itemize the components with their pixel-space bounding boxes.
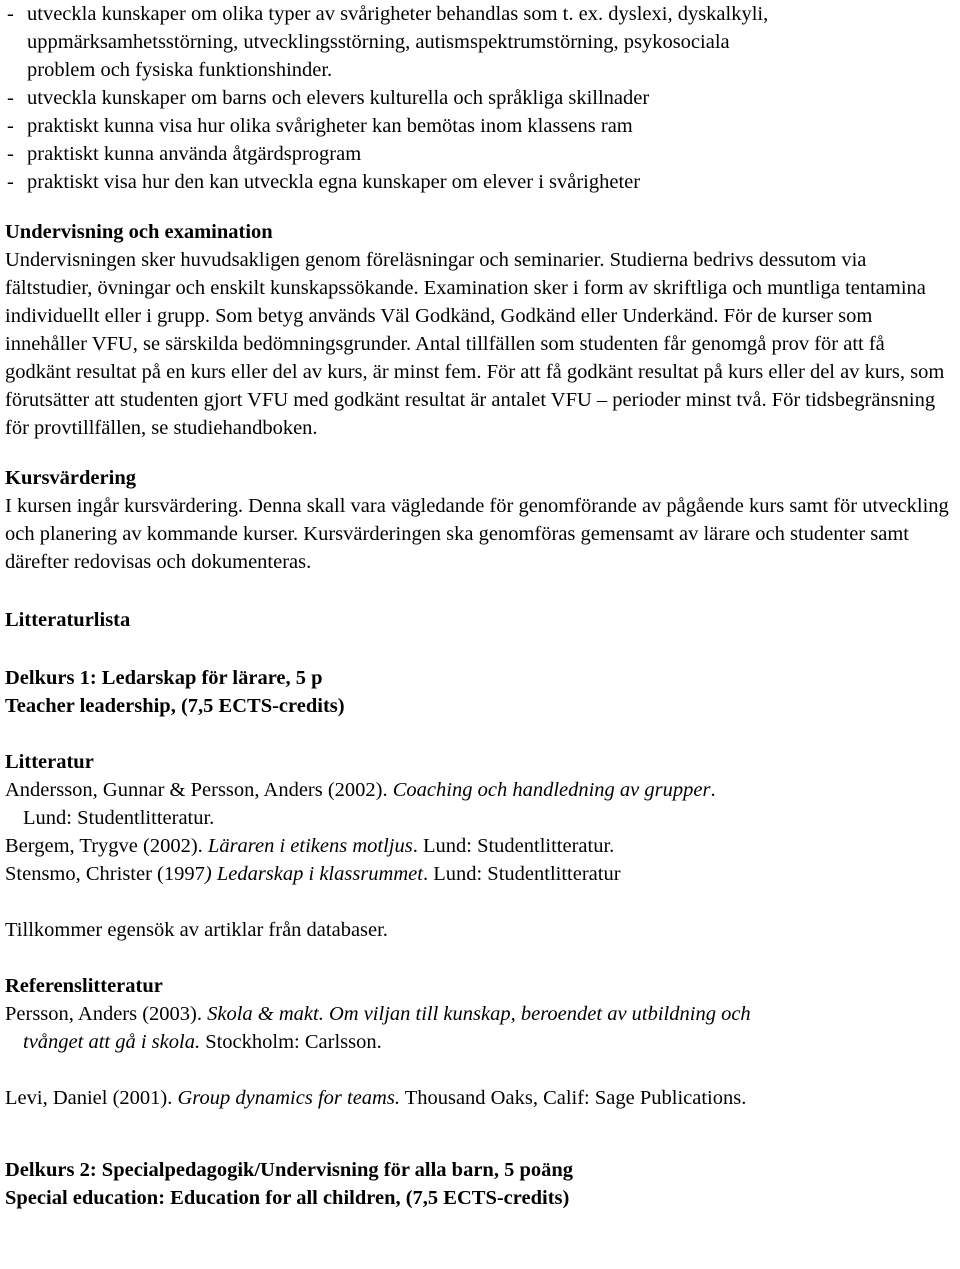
- reference-rest: . Lund: Studentlitteratur: [422, 863, 621, 885]
- list-item: - praktiskt kunna visa hur olika svårigheter kan bemötas inom klassens ram: [5, 112, 954, 140]
- reference-item: [5, 860, 954, 888]
- list-item: - utveckla kunskaper om olika typer av svårigheter behandlas som t. ex. dyslexi, dyskalkyli,: [5, 0, 954, 28]
- reference-publisher: Stockholm: Carlsson.: [200, 1031, 382, 1053]
- reference-item: [5, 832, 954, 860]
- list-item-continuation: uppmärksamhetsstörning, utvecklingsstörning, autismspektrumstörning, psykosociala: [27, 31, 730, 53]
- reference-title: ) Ledarskap i klassrummet: [204, 863, 423, 885]
- referenslitteratur-heading: Referenslitteratur: [5, 975, 163, 997]
- reference-author: Andersson, Gunnar & Persson, Anders (2002).: [5, 779, 393, 801]
- delkurs2-title: Delkurs 2: Specialpedagogik/Undervisning för alla barn, 5 poäng: [5, 1159, 574, 1181]
- reference-title: Läraren i etikens motljus: [207, 835, 413, 857]
- reference-author: Levi, Daniel (2001).: [5, 1087, 178, 1109]
- reference-author: Bergem, Trygve (2002).: [5, 835, 208, 857]
- reference-author: Stensmo, Christer (1997: [5, 863, 205, 885]
- section-body-kursvardering: I kursen ingår kursvärdering. Denna skall vara vägledande för genomförande av pågående kurs samt för utveckling och planering av kommande kurser. Kursvärderingen ska genomföras gemensamt av lärare och studenter samt därefter redovisas och dokumenteras.: [5, 495, 949, 573]
- reference-rest: .: [710, 779, 716, 801]
- section-heading-undervisning: Undervisning och examination: [5, 221, 273, 243]
- litteratur-heading: Litteratur: [5, 751, 94, 773]
- list-item-continuation: problem och fysiska funktionshinder.: [27, 59, 333, 81]
- reference-continuation: [5, 1028, 954, 1056]
- delkurs2-title-en: Special education: Education for all children, (7,5 ECTS-credits): [5, 1187, 570, 1209]
- delkurs1-title: Delkurs 1: Ledarskap för lärare, 5 p: [5, 667, 323, 689]
- reference-title: Skola & makt. Om viljan till kunskap, beroendet av utbildning och: [207, 1003, 751, 1025]
- reference-item: [5, 1000, 954, 1056]
- list-item: - praktiskt kunna använda åtgärdsprogram: [5, 140, 954, 168]
- section-heading-kursvardering: Kursvärdering: [5, 467, 136, 489]
- reference-item: [5, 776, 954, 832]
- reference-item: [5, 1084, 954, 1112]
- list-item: - praktiskt visa hur den kan utveckla egna kunskaper om elever i svårigheter: [5, 168, 954, 196]
- list-item: - utveckla kunskaper om barns och elevers kulturella och språkliga skillnader: [5, 84, 954, 112]
- section-body-undervisning: Undervisningen sker huvudsakligen genom föreläsningar och seminarier. Studierna bedrivs dessutom via fältstudier, övningar och enskilt kunskapssökande. Examination sker i form av skriftliga och muntliga tentamina individuellt eller i grupp. Som betyg används Väl Godkänd, Godkänd eller Underkänd. För de kurser som innehåller VFU, se särskilda bedömningsgrunder. Antal tillfällen som studenten får genomgå prov för att få godkänt resultat på en kurs eller del av kurs, är minst fem. För att få godkänt resultat på kurs eller del av kurs, som förutsätter att studenten gjort VFU med godkänt resultat är antalet VFU – perioder minst två. För tidsbegränsning för provtillfällen, se studiehandboken.: [5, 249, 945, 439]
- reference-rest: Thousand Oaks, Calif: Sage Publications.: [399, 1087, 747, 1109]
- reference-publisher: Lund: Studentlitteratur.: [23, 807, 215, 829]
- reference-title: Group dynamics for teams.: [177, 1087, 400, 1109]
- objectives-list: [5, 0, 954, 196]
- reference-title-cont: tvånget att gå i skola.: [23, 1031, 201, 1053]
- tillkommer-note: Tillkommer egensök av artiklar från databaser.: [5, 919, 388, 941]
- reference-title: Coaching och handledning av grupper: [392, 779, 711, 801]
- section-heading-litteraturlista: Litteraturlista: [5, 609, 131, 631]
- delkurs1-title-en: Teacher leadership, (7,5 ECTS-credits): [5, 695, 345, 717]
- reference-author: Persson, Anders (2003).: [5, 1003, 208, 1025]
- reference-rest: . Lund: Studentlitteratur.: [412, 835, 615, 857]
